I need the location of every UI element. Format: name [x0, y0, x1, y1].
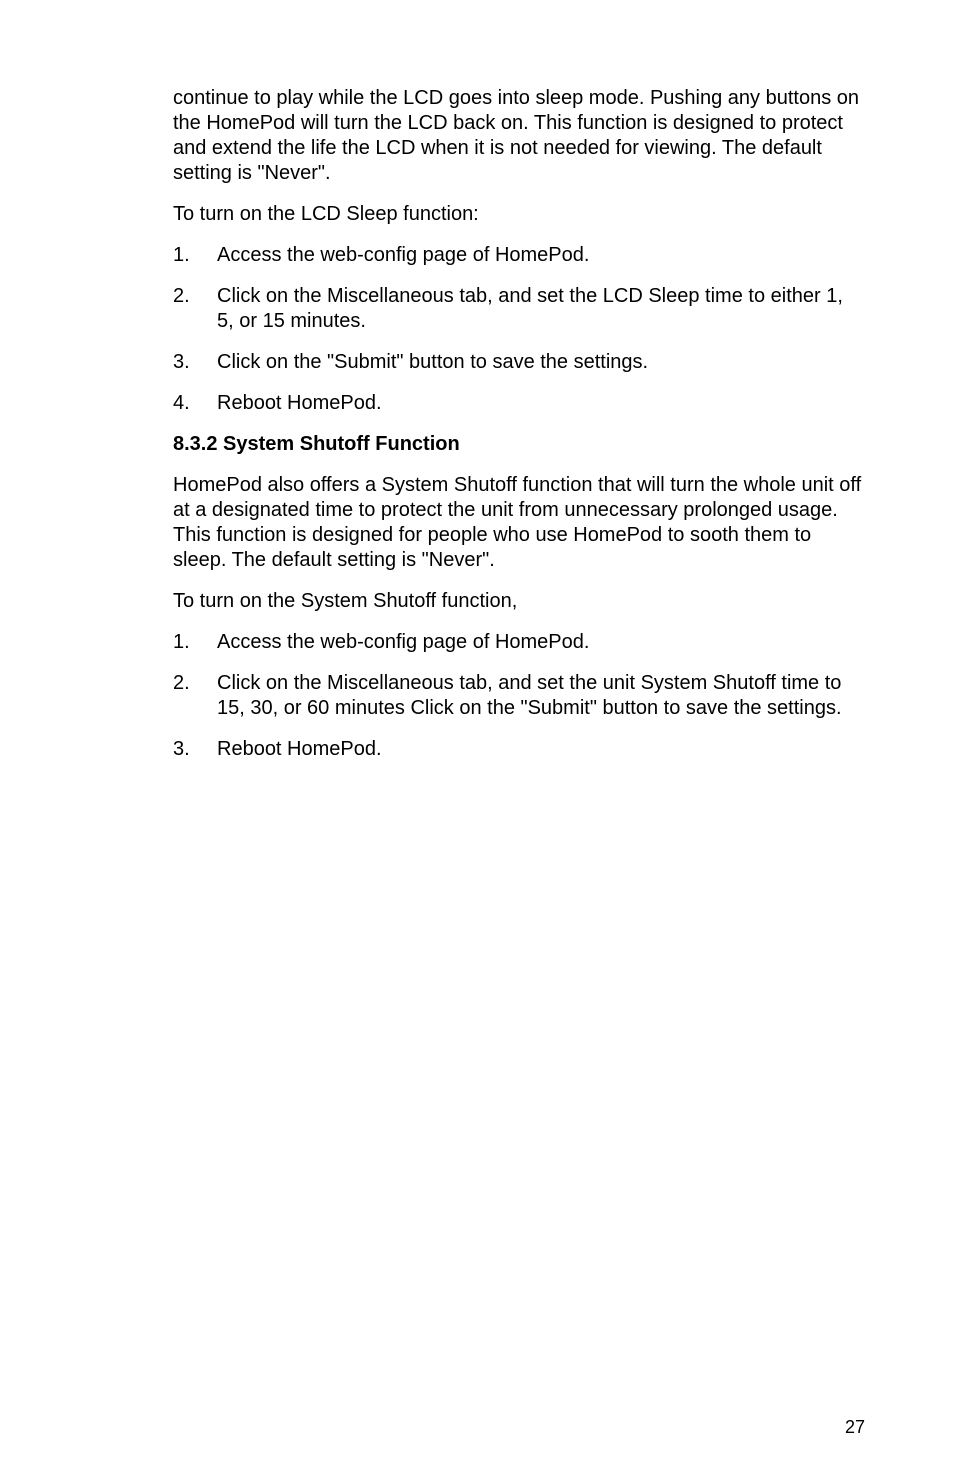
step-number: 4. [173, 392, 190, 414]
step-number: 2. [173, 285, 190, 307]
list-item [173, 243, 863, 268]
step-text: Click on the Miscellaneous tab, and set the LCD Sleep time to either 1, 5, or 15 minutes. [217, 285, 843, 332]
system-shutoff-description: HomePod also offers a System Shutoff function that will turn the whole unit off at a designated time to protect the unit from unnecessary prolonged usage. This function is designed for people who use HomePod to sooth them to sleep. The default setting is "Never". [173, 474, 862, 571]
intro-paragraph: continue to play while the LCD goes into sleep mode. Pushing any buttons on the HomePod will turn the LCD back on. This function is designed to protect and extend the life the LCD when it is not needed for viewing. The default setting is "Never". [173, 87, 859, 184]
step-number: 1. [173, 244, 190, 266]
step-number: 1. [173, 631, 190, 653]
step-text: Click on the "Submit" button to save the settings. [217, 351, 649, 373]
lcd-sleep-instruction: To turn on the LCD Sleep function: [173, 203, 479, 225]
step-text: Access the web-config page of HomePod. [217, 244, 590, 266]
step-text: Click on the Miscellaneous tab, and set the unit System Shutoff time to 15, 30, or 60 minutes Click on the "Submit" button to save the settings. [217, 672, 842, 719]
list-item [173, 391, 863, 416]
step-number: 3. [173, 351, 190, 373]
lcd-sleep-steps [173, 243, 863, 416]
system-shutoff-steps [173, 630, 863, 762]
list-item [173, 350, 863, 375]
list-item [173, 737, 863, 762]
list-item [173, 284, 863, 334]
section-heading: 8.3.2 System Shutoff Function [173, 433, 460, 455]
step-text: Reboot HomePod. [217, 392, 382, 414]
system-shutoff-instruction: To turn on the System Shutoff function, [173, 590, 518, 612]
page-number: 27 [845, 1417, 866, 1437]
step-text: Reboot HomePod. [217, 738, 382, 760]
list-item [173, 671, 863, 721]
list-item [173, 630, 863, 655]
document-body [173, 86, 863, 778]
step-number: 2. [173, 672, 190, 694]
step-number: 3. [173, 738, 190, 760]
step-text: Access the web-config page of HomePod. [217, 631, 590, 653]
